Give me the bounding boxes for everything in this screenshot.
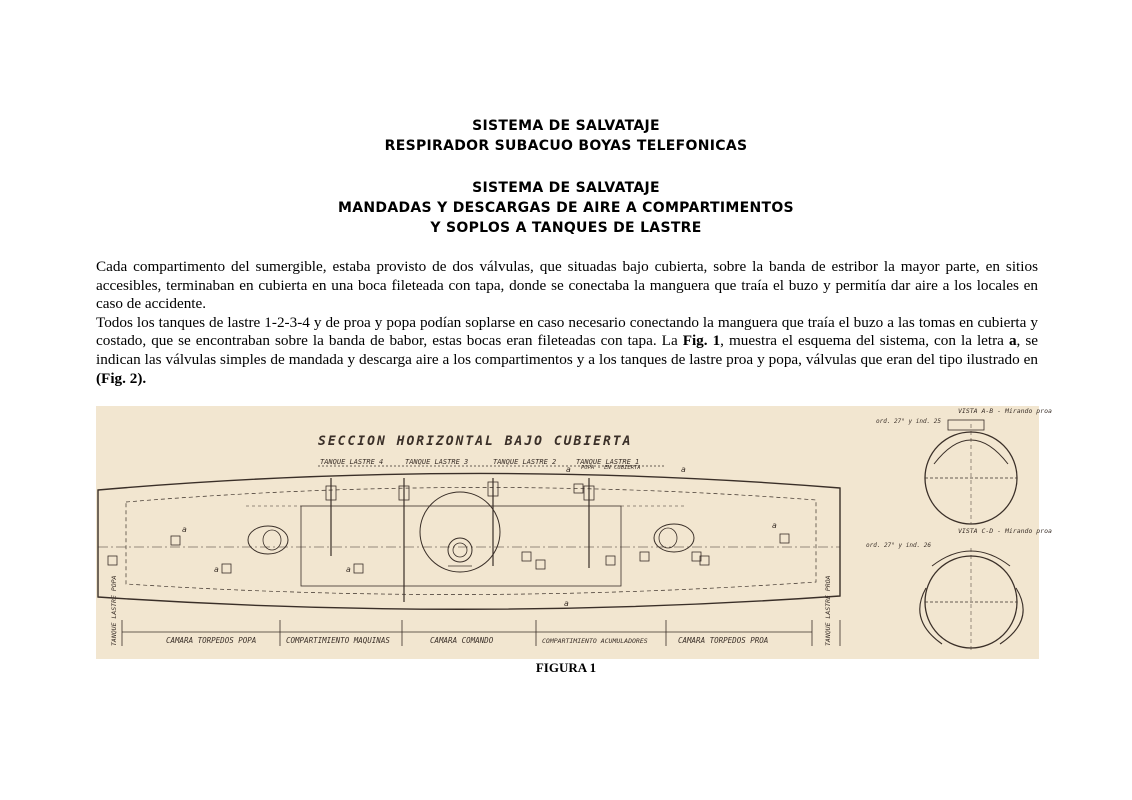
view-ab-label: VISTA A-B - Mirando proa <box>958 407 1052 415</box>
right-tank-label: TANQUE LASTRE PROA <box>824 575 832 646</box>
heading-block-1 <box>0 116 1132 156</box>
tank-label-2: TANQUE LASTRE 2 <box>493 458 557 466</box>
figure-title: SECCION HORIZONTAL BAJO CUBIERTA <box>318 434 633 449</box>
heading-block-2 <box>0 178 1132 238</box>
compartment-2-label: COMPARTIMIENTO MAQUINAS <box>286 636 390 645</box>
tank-label-1: TANQUE LASTRE 1 <box>576 458 640 466</box>
view-cd-sub: ord. 27° y ind. 26 <box>866 542 932 549</box>
valve-letter-5: a <box>681 465 686 474</box>
valve-letter-2: a <box>214 565 219 574</box>
figure-1-drawing <box>96 406 1052 659</box>
paragraph-2-text-b: , muestra el esquema del sistema, con la letra <box>720 332 1009 350</box>
compartment-1-label: CAMARA TORPEDOS POPA <box>166 636 257 645</box>
fig1-reference: Fig. 1 <box>682 332 721 350</box>
heading-2-line-3: Y SOPLOS A TANQUES DE LASTRE <box>430 220 702 236</box>
view-ab-sub: ord. 27° y ind. 25 <box>876 418 942 425</box>
body-text <box>96 258 1038 388</box>
view-cd-label: VISTA C-D - Mirando proa <box>958 527 1052 535</box>
valve-letter-7: a <box>772 521 777 530</box>
letter-a-reference: a <box>1008 332 1017 350</box>
figure-caption: FIGURA 1 <box>535 660 597 675</box>
tank-label-4: TANQUE LASTRE 4 <box>320 458 384 466</box>
heading-1-line-2: RESPIRADOR SUBACUO BOYAS TELEFONICAS <box>384 138 748 154</box>
paragraph-2-text-a: Todos los tanques de lastre 1-2-3-4 y de proa y popa podían soplarse en caso necesario conectando la manguera que traía el buzo a las tomas en cubierta y costado, que se encontraban sobre la banda de babor, estas bocas eran fileteadas con tapa. La <box>96 313 1038 350</box>
port-label: POPA - EN CUBIERTA <box>581 465 641 471</box>
paragraph-2 <box>96 314 1038 388</box>
left-tank-label: TANQUE LASTRE POPA <box>110 575 118 646</box>
valve-letter-6: a <box>564 599 569 608</box>
valve-letter-3: a <box>346 565 351 574</box>
heading-1-line-1: SISTEMA DE SALVATAJE <box>472 118 660 134</box>
valve-letter-4: a <box>566 465 571 474</box>
paragraph-2-text-c: , se indican las válvulas simples de mandada y descarga aire a los compartimentos y a los tanques de lastre proa y popa, válvulas que eran del tipo ilustrado en <box>96 332 1038 368</box>
fig2-reference: (Fig. 2). <box>96 369 147 387</box>
heading-2-line-1: SISTEMA DE SALVATAJE <box>472 180 660 196</box>
compartment-5-label: CAMARA TORPEDOS PROA <box>678 636 769 645</box>
submarine-section-drawing <box>96 406 1052 659</box>
valve-letter-1: a <box>182 525 187 534</box>
tank-label-3: TANQUE LASTRE 3 <box>405 458 469 466</box>
compartment-4-label: COMPARTIMIENTO ACUMULADORES <box>542 637 648 645</box>
paragraph-1: Cada compartimento del sumergible, estaba provisto de dos válvulas, que situadas bajo cubierta, sobre la banda de estribor la mayor parte, en sitios accesibles, terminaban en cubierta en una boca fileteada con tapa, donde se conectaba la manguera que traía el buzo y permitía dar aire a los locales en caso de accidente. <box>96 258 1038 313</box>
compartment-3-label: CAMARA COMANDO <box>430 636 494 645</box>
heading-2-line-2: MANDADAS Y DESCARGAS DE AIRE A COMPARTIMENTOS <box>338 200 794 216</box>
